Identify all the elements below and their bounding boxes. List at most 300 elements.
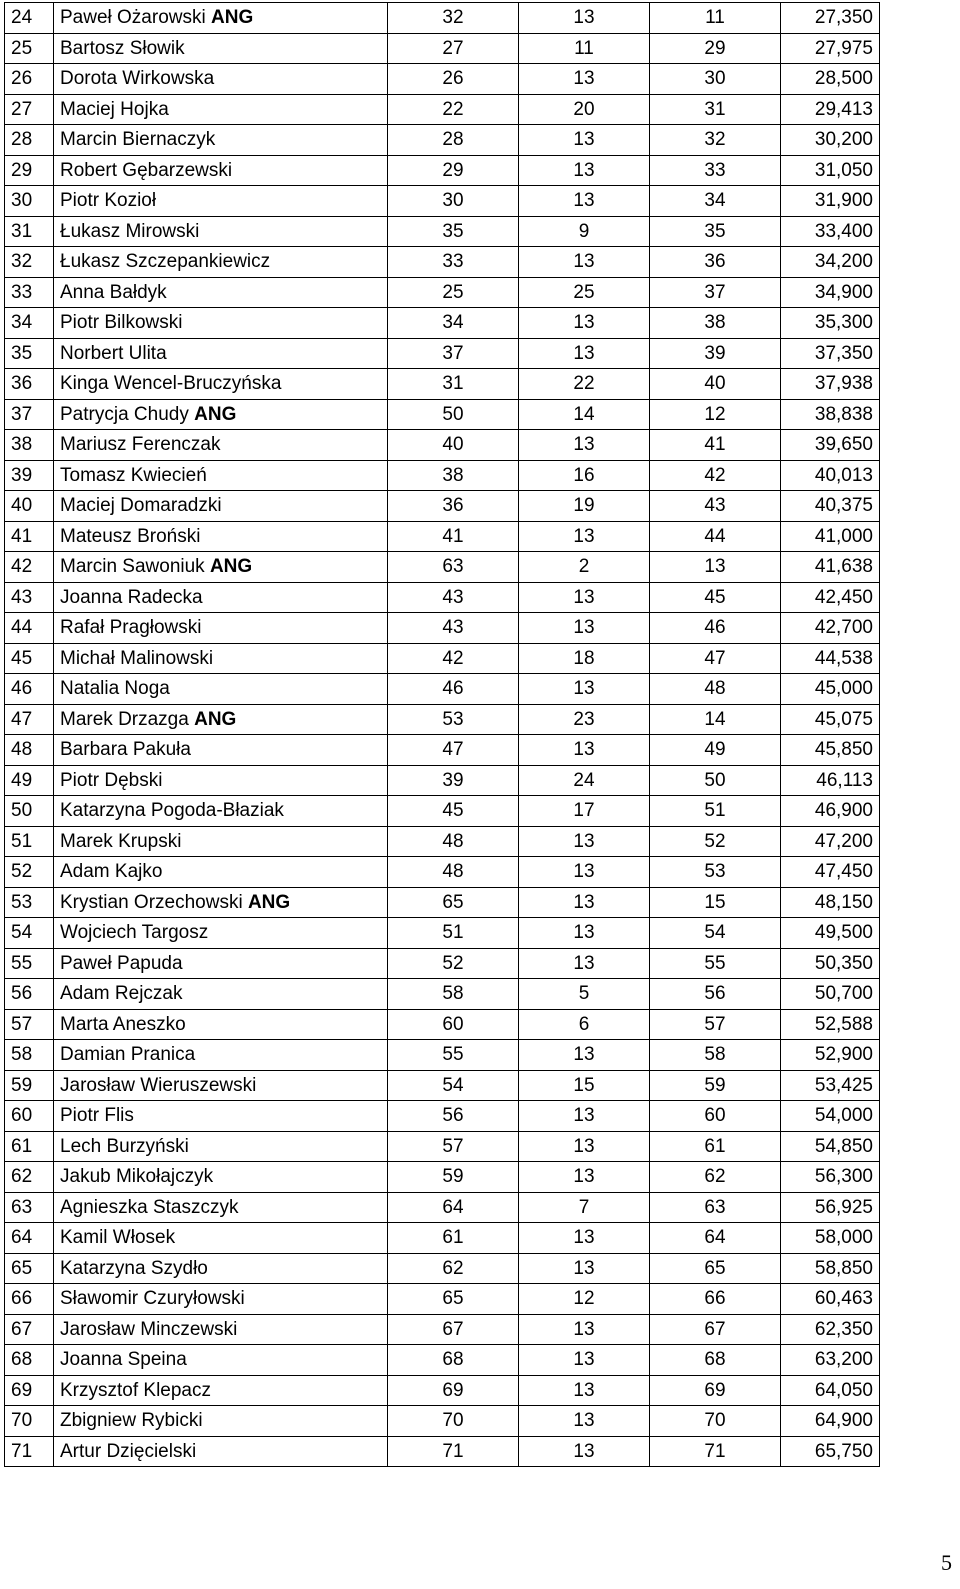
participant-name: Michał Malinowski <box>60 647 214 669</box>
value-c-cell: 12 <box>650 399 781 430</box>
participant-name: Marcin Biernaczyk <box>60 129 216 151</box>
results-table-body <box>5 3 880 1467</box>
value-b-cell: 13 <box>519 582 650 613</box>
score-cell: 40,375 <box>781 491 880 522</box>
value-b-cell: 13 <box>519 247 650 278</box>
score-cell: 54,000 <box>781 1101 880 1132</box>
name-cell <box>54 1070 388 1101</box>
rank-cell: 44 <box>5 613 54 644</box>
value-c-cell: 54 <box>650 918 781 949</box>
value-b-cell: 14 <box>519 399 650 430</box>
language-tag: ANG <box>209 556 253 578</box>
score-cell: 41,638 <box>781 552 880 583</box>
rank-cell: 49 <box>5 765 54 796</box>
name-cell <box>54 1162 388 1193</box>
value-a-cell: 28 <box>388 125 519 156</box>
score-cell: 27,975 <box>781 33 880 64</box>
value-a-cell: 68 <box>388 1345 519 1376</box>
name-cell <box>54 521 388 552</box>
participant-name: Jarosław Wieruszewski <box>60 1074 257 1096</box>
rank-cell: 53 <box>5 887 54 918</box>
table-row <box>5 521 880 552</box>
rank-cell: 36 <box>5 369 54 400</box>
value-b-cell: 13 <box>519 338 650 369</box>
value-a-cell: 36 <box>388 491 519 522</box>
value-b-cell: 13 <box>519 857 650 888</box>
value-c-cell: 60 <box>650 1101 781 1132</box>
value-c-cell: 53 <box>650 857 781 888</box>
table-row <box>5 1192 880 1223</box>
name-cell <box>54 430 388 461</box>
table-row <box>5 582 880 613</box>
language-tag: ANG <box>194 403 237 425</box>
name-cell <box>54 704 388 735</box>
value-b-cell: 13 <box>519 1131 650 1162</box>
name-cell <box>54 918 388 949</box>
score-cell: 37,938 <box>781 369 880 400</box>
value-c-cell: 49 <box>650 735 781 766</box>
rank-cell: 46 <box>5 674 54 705</box>
participant-name: Adam Rejczak <box>60 983 183 1005</box>
score-cell: 50,350 <box>781 948 880 979</box>
participant-name: Katarzyna Szydło <box>60 1257 208 1279</box>
score-cell: 37,350 <box>781 338 880 369</box>
name-cell <box>54 979 388 1010</box>
value-b-cell: 13 <box>519 887 650 918</box>
participant-name: Łukasz Mirowski <box>60 220 200 242</box>
table-row <box>5 1101 880 1132</box>
value-a-cell: 46 <box>388 674 519 705</box>
value-a-cell: 41 <box>388 521 519 552</box>
value-a-cell: 22 <box>388 94 519 125</box>
value-b-cell: 13 <box>519 613 650 644</box>
value-c-cell: 11 <box>650 3 781 34</box>
rank-cell: 61 <box>5 1131 54 1162</box>
rank-cell: 70 <box>5 1406 54 1437</box>
score-cell: 31,050 <box>781 155 880 186</box>
name-cell <box>54 1284 388 1315</box>
rank-cell: 58 <box>5 1040 54 1071</box>
table-row <box>5 1009 880 1040</box>
score-cell: 65,750 <box>781 1436 880 1467</box>
name-cell <box>54 1131 388 1162</box>
value-b-cell: 13 <box>519 1375 650 1406</box>
value-c-cell: 65 <box>650 1253 781 1284</box>
participant-name: Piotr Dębski <box>60 769 163 791</box>
value-b-cell: 9 <box>519 216 650 247</box>
rank-cell: 39 <box>5 460 54 491</box>
rank-cell: 63 <box>5 1192 54 1223</box>
value-a-cell: 52 <box>388 948 519 979</box>
table-row <box>5 948 880 979</box>
name-cell <box>54 1101 388 1132</box>
rank-cell: 62 <box>5 1162 54 1193</box>
rank-cell: 48 <box>5 735 54 766</box>
table-row <box>5 94 880 125</box>
name-cell <box>54 826 388 857</box>
score-cell: 64,900 <box>781 1406 880 1437</box>
name-cell <box>54 64 388 95</box>
value-b-cell: 13 <box>519 1162 650 1193</box>
score-cell: 46,900 <box>781 796 880 827</box>
value-c-cell: 30 <box>650 64 781 95</box>
rank-cell: 54 <box>5 918 54 949</box>
value-a-cell: 34 <box>388 308 519 339</box>
participant-name: Adam Kajko <box>60 861 163 883</box>
name-cell <box>54 94 388 125</box>
value-a-cell: 64 <box>388 1192 519 1223</box>
participant-name: Patrycja Chudy <box>60 403 189 425</box>
participant-name: Zbigniew Rybicki <box>60 1410 203 1432</box>
value-a-cell: 70 <box>388 1406 519 1437</box>
score-cell: 34,200 <box>781 247 880 278</box>
value-a-cell: 71 <box>388 1436 519 1467</box>
table-row <box>5 460 880 491</box>
table-row <box>5 1406 880 1437</box>
score-cell: 28,500 <box>781 64 880 95</box>
score-cell: 40,013 <box>781 460 880 491</box>
value-c-cell: 67 <box>650 1314 781 1345</box>
value-c-cell: 31 <box>650 94 781 125</box>
value-c-cell: 51 <box>650 796 781 827</box>
value-b-cell: 2 <box>519 552 650 583</box>
rank-cell: 50 <box>5 796 54 827</box>
rank-cell: 68 <box>5 1345 54 1376</box>
participant-name: Piotr Bilkowski <box>60 312 183 334</box>
rank-cell: 51 <box>5 826 54 857</box>
value-c-cell: 62 <box>650 1162 781 1193</box>
table-row <box>5 491 880 522</box>
participant-name: Katarzyna Pogoda-Błaziak <box>60 800 284 822</box>
language-tag: ANG <box>211 7 254 29</box>
score-cell: 47,450 <box>781 857 880 888</box>
score-cell: 49,500 <box>781 918 880 949</box>
value-b-cell: 6 <box>519 1009 650 1040</box>
rank-cell: 30 <box>5 186 54 217</box>
table-row <box>5 1436 880 1467</box>
name-cell <box>54 308 388 339</box>
value-b-cell: 7 <box>519 1192 650 1223</box>
value-b-cell: 13 <box>519 735 650 766</box>
value-a-cell: 56 <box>388 1101 519 1132</box>
score-cell: 64,050 <box>781 1375 880 1406</box>
participant-name: Paweł Ożarowski <box>60 7 206 29</box>
score-cell: 52,900 <box>781 1040 880 1071</box>
value-c-cell: 38 <box>650 308 781 339</box>
value-b-cell: 15 <box>519 1070 650 1101</box>
score-cell: 45,850 <box>781 735 880 766</box>
value-b-cell: 13 <box>519 1040 650 1071</box>
score-cell: 52,588 <box>781 1009 880 1040</box>
value-c-cell: 33 <box>650 155 781 186</box>
table-row <box>5 1375 880 1406</box>
value-a-cell: 32 <box>388 3 519 34</box>
table-row <box>5 1345 880 1376</box>
score-cell: 58,850 <box>781 1253 880 1284</box>
rank-cell: 59 <box>5 1070 54 1101</box>
name-cell <box>54 338 388 369</box>
score-cell: 62,350 <box>781 1314 880 1345</box>
table-row <box>5 765 880 796</box>
participant-name: Barbara Pakuła <box>60 739 191 761</box>
name-cell <box>54 1253 388 1284</box>
table-row <box>5 277 880 308</box>
name-cell <box>54 1375 388 1406</box>
name-cell <box>54 399 388 430</box>
value-c-cell: 37 <box>650 277 781 308</box>
score-cell: 30,200 <box>781 125 880 156</box>
participant-name: Marek Drzazga <box>60 708 189 730</box>
name-cell <box>54 887 388 918</box>
value-c-cell: 70 <box>650 1406 781 1437</box>
participant-name: Jarosław Minczewski <box>60 1318 238 1340</box>
results-table <box>4 2 880 1467</box>
participant-name: Paweł Papuda <box>60 952 183 974</box>
value-b-cell: 22 <box>519 369 650 400</box>
rank-cell: 35 <box>5 338 54 369</box>
name-cell <box>54 216 388 247</box>
name-cell <box>54 1406 388 1437</box>
value-a-cell: 65 <box>388 1284 519 1315</box>
value-b-cell: 5 <box>519 979 650 1010</box>
rank-cell: 29 <box>5 155 54 186</box>
value-b-cell: 17 <box>519 796 650 827</box>
value-b-cell: 13 <box>519 521 650 552</box>
name-cell <box>54 643 388 674</box>
name-cell <box>54 3 388 34</box>
score-cell: 45,000 <box>781 674 880 705</box>
participant-name: Damian Pranica <box>60 1044 196 1066</box>
score-cell: 53,425 <box>781 1070 880 1101</box>
value-c-cell: 34 <box>650 186 781 217</box>
value-c-cell: 57 <box>650 1009 781 1040</box>
value-b-cell: 13 <box>519 1406 650 1437</box>
participant-name: Bartosz Słowik <box>60 37 185 59</box>
value-a-cell: 55 <box>388 1040 519 1071</box>
participant-name: Sławomir Czuryłowski <box>60 1288 245 1310</box>
score-cell: 34,900 <box>781 277 880 308</box>
value-a-cell: 59 <box>388 1162 519 1193</box>
value-a-cell: 57 <box>388 1131 519 1162</box>
value-b-cell: 13 <box>519 1223 650 1254</box>
value-a-cell: 26 <box>388 64 519 95</box>
rank-cell: 41 <box>5 521 54 552</box>
value-b-cell: 20 <box>519 94 650 125</box>
name-cell <box>54 125 388 156</box>
rank-cell: 38 <box>5 430 54 461</box>
value-b-cell: 13 <box>519 1253 650 1284</box>
rank-cell: 24 <box>5 3 54 34</box>
rank-cell: 47 <box>5 704 54 735</box>
name-cell <box>54 948 388 979</box>
rank-cell: 67 <box>5 1314 54 1345</box>
value-b-cell: 13 <box>519 918 650 949</box>
value-b-cell: 13 <box>519 3 650 34</box>
value-a-cell: 65 <box>388 887 519 918</box>
language-tag: ANG <box>194 708 237 730</box>
table-row <box>5 1284 880 1315</box>
value-c-cell: 64 <box>650 1223 781 1254</box>
rank-cell: 33 <box>5 277 54 308</box>
rank-cell: 52 <box>5 857 54 888</box>
value-b-cell: 13 <box>519 948 650 979</box>
value-b-cell: 13 <box>519 64 650 95</box>
value-a-cell: 67 <box>388 1314 519 1345</box>
value-c-cell: 46 <box>650 613 781 644</box>
value-a-cell: 31 <box>388 369 519 400</box>
value-b-cell: 19 <box>519 491 650 522</box>
rank-cell: 25 <box>5 33 54 64</box>
table-row <box>5 186 880 217</box>
participant-name: Joanna Speina <box>60 1349 187 1371</box>
participant-name: Wojciech Targosz <box>60 922 209 944</box>
participant-name: Natalia Noga <box>60 678 170 700</box>
table-row <box>5 1131 880 1162</box>
rank-cell: 27 <box>5 94 54 125</box>
value-c-cell: 39 <box>650 338 781 369</box>
value-b-cell: 13 <box>519 1101 650 1132</box>
value-a-cell: 48 <box>388 857 519 888</box>
participant-name: Mateusz Broński <box>60 525 201 547</box>
value-c-cell: 45 <box>650 582 781 613</box>
value-a-cell: 58 <box>388 979 519 1010</box>
value-c-cell: 14 <box>650 704 781 735</box>
participant-name: Marek Krupski <box>60 830 182 852</box>
table-row <box>5 247 880 278</box>
participant-name: Joanna Radecka <box>60 586 203 608</box>
table-row <box>5 1223 880 1254</box>
score-cell: 41,000 <box>781 521 880 552</box>
value-c-cell: 32 <box>650 125 781 156</box>
name-cell <box>54 796 388 827</box>
table-row <box>5 3 880 34</box>
rank-cell: 43 <box>5 582 54 613</box>
score-cell: 48,150 <box>781 887 880 918</box>
value-c-cell: 50 <box>650 765 781 796</box>
value-c-cell: 41 <box>650 430 781 461</box>
participant-name: Marta Aneszko <box>60 1013 186 1035</box>
rank-cell: 34 <box>5 308 54 339</box>
value-a-cell: 47 <box>388 735 519 766</box>
score-cell: 38,838 <box>781 399 880 430</box>
value-a-cell: 61 <box>388 1223 519 1254</box>
rank-cell: 45 <box>5 643 54 674</box>
value-a-cell: 50 <box>388 399 519 430</box>
value-a-cell: 35 <box>388 216 519 247</box>
name-cell <box>54 1223 388 1254</box>
value-b-cell: 13 <box>519 1345 650 1376</box>
value-b-cell: 13 <box>519 1436 650 1467</box>
name-cell <box>54 186 388 217</box>
value-c-cell: 68 <box>650 1345 781 1376</box>
value-a-cell: 39 <box>388 765 519 796</box>
participant-name: Artur Dzięcielski <box>60 1440 197 1462</box>
table-row <box>5 1253 880 1284</box>
value-a-cell: 45 <box>388 796 519 827</box>
score-cell: 46,113 <box>781 765 880 796</box>
score-cell: 35,300 <box>781 308 880 339</box>
table-row <box>5 64 880 95</box>
table-row <box>5 857 880 888</box>
value-c-cell: 63 <box>650 1192 781 1223</box>
value-a-cell: 62 <box>388 1253 519 1284</box>
value-c-cell: 55 <box>650 948 781 979</box>
value-a-cell: 43 <box>388 582 519 613</box>
rank-cell: 56 <box>5 979 54 1010</box>
table-row <box>5 735 880 766</box>
value-b-cell: 13 <box>519 155 650 186</box>
page-number: 5 <box>941 1550 952 1575</box>
value-a-cell: 53 <box>388 704 519 735</box>
value-c-cell: 61 <box>650 1131 781 1162</box>
score-cell: 54,850 <box>781 1131 880 1162</box>
participant-name: Tomasz Kwiecień <box>60 464 207 486</box>
table-row <box>5 1040 880 1071</box>
score-cell: 56,925 <box>781 1192 880 1223</box>
participant-name: Dorota Wirkowska <box>60 68 215 90</box>
value-a-cell: 60 <box>388 1009 519 1040</box>
value-a-cell: 30 <box>388 186 519 217</box>
value-a-cell: 37 <box>388 338 519 369</box>
value-c-cell: 69 <box>650 1375 781 1406</box>
value-a-cell: 40 <box>388 430 519 461</box>
value-c-cell: 58 <box>650 1040 781 1071</box>
name-cell <box>54 552 388 583</box>
rank-cell: 26 <box>5 64 54 95</box>
value-b-cell: 13 <box>519 125 650 156</box>
value-c-cell: 35 <box>650 216 781 247</box>
value-b-cell: 13 <box>519 186 650 217</box>
rank-cell: 57 <box>5 1009 54 1040</box>
value-c-cell: 13 <box>650 552 781 583</box>
rank-cell: 37 <box>5 399 54 430</box>
rank-cell: 42 <box>5 552 54 583</box>
table-row <box>5 369 880 400</box>
score-cell: 31,900 <box>781 186 880 217</box>
participant-name: Mariusz Ferenczak <box>60 434 221 456</box>
value-b-cell: 13 <box>519 826 650 857</box>
name-cell <box>54 1314 388 1345</box>
value-a-cell: 51 <box>388 918 519 949</box>
value-a-cell: 29 <box>388 155 519 186</box>
value-a-cell: 63 <box>388 552 519 583</box>
value-c-cell: 71 <box>650 1436 781 1467</box>
name-cell <box>54 582 388 613</box>
participant-name: Krystian Orzechowski <box>60 891 243 913</box>
value-b-cell: 23 <box>519 704 650 735</box>
value-b-cell: 16 <box>519 460 650 491</box>
name-cell <box>54 613 388 644</box>
participant-name: Krzysztof Klepacz <box>60 1379 211 1401</box>
name-cell <box>54 1345 388 1376</box>
score-cell: 50,700 <box>781 979 880 1010</box>
score-cell: 33,400 <box>781 216 880 247</box>
participant-name: Norbert Ulita <box>60 342 167 364</box>
table-row <box>5 1070 880 1101</box>
table-row <box>5 643 880 674</box>
name-cell <box>54 369 388 400</box>
value-b-cell: 18 <box>519 643 650 674</box>
rank-cell: 71 <box>5 1436 54 1467</box>
participant-name: Piotr Kozioł <box>60 190 157 212</box>
name-cell <box>54 460 388 491</box>
table-row <box>5 430 880 461</box>
table-row <box>5 674 880 705</box>
value-a-cell: 69 <box>388 1375 519 1406</box>
table-row <box>5 613 880 644</box>
value-c-cell: 66 <box>650 1284 781 1315</box>
score-cell: 63,200 <box>781 1345 880 1376</box>
